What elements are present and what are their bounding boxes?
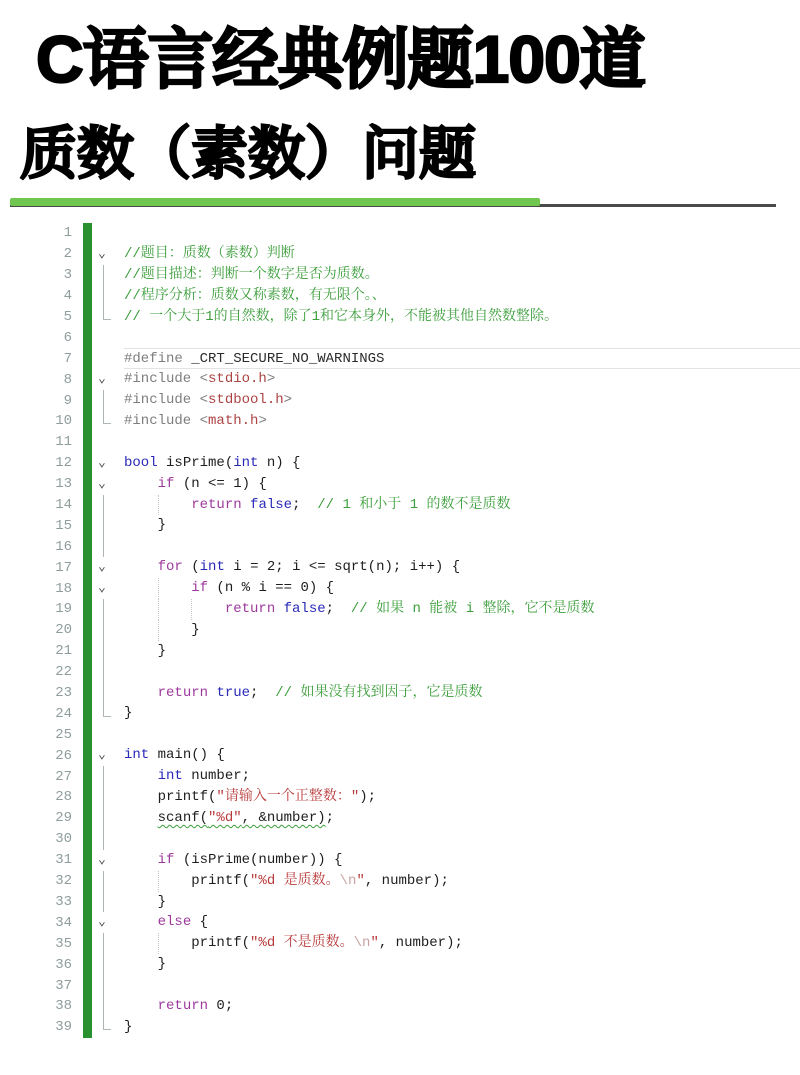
change-tracking-bar (83, 641, 92, 662)
indent-guide (191, 599, 192, 620)
change-tracking-bar (83, 724, 92, 745)
line-number: 36 (55, 956, 72, 973)
outline-guide (92, 432, 124, 453)
line-number: 4 (63, 288, 72, 305)
line-number: 28 (55, 789, 72, 806)
code-line (0, 892, 800, 913)
outline-guide (92, 766, 124, 787)
line-number: 11 (55, 434, 72, 451)
code-token: false (250, 496, 293, 513)
change-tracking-bar (83, 223, 92, 244)
outline-guide (92, 871, 124, 892)
outline-guide (92, 703, 124, 724)
code-text[interactable] (124, 453, 800, 474)
code-token: ; (292, 496, 318, 513)
code-token: #include < (124, 392, 209, 409)
code-text[interactable] (124, 515, 800, 536)
code-token (124, 768, 158, 784)
code-token: } (124, 705, 133, 722)
code-text[interactable] (124, 912, 800, 933)
outline-guide (92, 892, 124, 913)
code-token: return (191, 496, 242, 513)
change-tracking-bar (83, 265, 92, 286)
fold-chevron-icon[interactable]: ⌄ (98, 475, 106, 491)
line-number: 3 (63, 267, 72, 284)
change-tracking-bar (83, 683, 92, 704)
fold-chevron-icon[interactable]: ⌄ (98, 580, 106, 596)
code-token (124, 601, 225, 617)
code-line (0, 307, 800, 328)
fold-chevron-icon[interactable]: ⌄ (98, 914, 106, 930)
line-number: 25 (55, 726, 72, 743)
code-token: int (199, 559, 225, 576)
line-number: 14 (55, 497, 72, 514)
code-text[interactable] (124, 662, 800, 683)
outline-guide (92, 1017, 124, 1038)
line-number: 34 (55, 914, 72, 931)
code-token: if (157, 475, 175, 492)
code-line (0, 369, 800, 390)
code-line (0, 703, 800, 724)
outline-guide (92, 975, 124, 996)
code-token: "%d 不是质数。 (250, 935, 354, 952)
line-number: 16 (55, 538, 72, 555)
code-token: number; (182, 768, 251, 785)
change-tracking-bar (83, 745, 92, 766)
code-text[interactable] (124, 578, 800, 599)
code-line (0, 348, 800, 369)
code-text[interactable] (124, 495, 800, 516)
code-line (0, 411, 800, 432)
code-token (124, 998, 158, 1014)
outline-guide (92, 495, 124, 516)
code-token: i = 2; i <= sqrt(n); i++) { (224, 559, 461, 576)
indent-guide (158, 620, 159, 641)
code-text[interactable] (124, 850, 800, 871)
code-text[interactable] (124, 954, 800, 975)
code-text[interactable] (124, 223, 800, 244)
outline-guide (92, 390, 124, 411)
line-number: 32 (55, 873, 72, 890)
change-tracking-bar (83, 307, 92, 328)
code-token: bool (124, 454, 158, 471)
code-token: (isPrime(number)) { (174, 851, 343, 868)
change-tracking-bar (83, 766, 92, 787)
change-tracking-bar (83, 474, 92, 495)
code-token: for (157, 559, 183, 576)
code-token: // 如果 n 能被 i 整除，它不是质数 (350, 601, 595, 618)
line-number: 27 (55, 768, 72, 785)
line-number: 1 (63, 225, 72, 242)
code-token: } (124, 642, 167, 659)
line-number: 38 (55, 998, 72, 1015)
code-line (0, 850, 800, 871)
code-line (0, 223, 800, 244)
change-tracking-bar (83, 557, 92, 578)
change-tracking-bar (83, 787, 92, 808)
code-token: else (157, 914, 192, 931)
line-number: 2 (63, 246, 72, 263)
code-line (0, 599, 800, 620)
code-token: } (124, 1018, 133, 1035)
line-number: 10 (55, 413, 72, 430)
code-line (0, 390, 800, 411)
change-tracking-bar (83, 933, 92, 954)
code-token: int (157, 768, 183, 785)
code-line (0, 432, 800, 453)
code-line (0, 557, 800, 578)
code-token: printf( (124, 935, 251, 952)
code-line (0, 495, 800, 516)
code-token: #define (124, 351, 192, 368)
change-tracking-bar (83, 912, 92, 933)
code-text[interactable] (124, 724, 800, 745)
outline-guide (92, 286, 124, 307)
code-line (0, 787, 800, 808)
change-tracking-bar (83, 1017, 92, 1038)
change-tracking-bar (83, 578, 92, 599)
line-number: 21 (55, 643, 72, 660)
code-text[interactable] (124, 933, 800, 954)
change-tracking-bar (83, 662, 92, 683)
change-tracking-bar (83, 871, 92, 892)
change-tracking-bar (83, 390, 92, 411)
code-line (0, 662, 800, 683)
code-line (0, 515, 800, 536)
code-text[interactable] (124, 766, 800, 787)
code-token (242, 497, 250, 513)
code-token: ; (325, 809, 335, 826)
change-tracking-bar (83, 286, 92, 307)
change-tracking-bar (83, 703, 92, 724)
code-text[interactable] (124, 265, 800, 286)
line-number: 26 (55, 747, 72, 764)
code-token: return (157, 997, 209, 1014)
code-token: stdbool.h (208, 392, 284, 409)
outline-guide (92, 515, 124, 536)
line-number: 9 (63, 392, 72, 409)
line-number: 19 (55, 601, 72, 618)
code-token (124, 852, 158, 868)
code-text[interactable] (124, 348, 800, 369)
code-text[interactable] (124, 787, 800, 808)
indent-guide (158, 599, 159, 620)
code-token: int (124, 747, 150, 764)
code-line (0, 724, 800, 745)
code-line (0, 1017, 800, 1038)
code-token: ); (359, 789, 377, 806)
code-line (0, 474, 800, 495)
code-token: " (370, 935, 379, 952)
code-text[interactable] (124, 390, 800, 411)
code-token: (n % i == 0) { (208, 580, 335, 597)
code-token: > (258, 413, 267, 430)
code-token: } (124, 517, 167, 534)
subtitle-underline (10, 197, 800, 213)
outline-guide (92, 996, 124, 1017)
code-line (0, 996, 800, 1017)
line-number: 17 (55, 559, 72, 576)
fold-chevron-icon[interactable]: ⌄ (98, 245, 106, 261)
code-line (0, 578, 800, 599)
change-tracking-bar (83, 536, 92, 557)
code-token: " (356, 872, 365, 889)
outline-guide (92, 265, 124, 286)
page-subtitle: 质数（素数）问题 (20, 122, 476, 186)
change-tracking-bar (83, 829, 92, 850)
code-token: "%d" (208, 809, 242, 826)
line-number: 37 (55, 977, 72, 994)
code-token: #include < (124, 413, 209, 430)
subtitle-underline-green (10, 198, 540, 206)
change-tracking-bar (83, 808, 92, 829)
code-token: \n (353, 935, 371, 952)
code-token: //题目描述：判断一个数字是否为质数。 (124, 266, 379, 283)
code-line (0, 954, 800, 975)
line-number: 12 (55, 455, 72, 472)
code-token: 0; (208, 997, 234, 1014)
code-token: _CRT_SECURE_NO_WARNINGS (191, 351, 385, 368)
code-token: } (124, 956, 167, 973)
change-tracking-bar (83, 327, 92, 348)
code-text[interactable] (124, 327, 800, 348)
outline-guide (92, 223, 124, 244)
code-token: { (191, 914, 209, 931)
code-text[interactable] (124, 975, 800, 996)
code-line (0, 808, 800, 829)
code-token: } (124, 621, 200, 638)
code-token: } (124, 893, 167, 910)
code-line (0, 745, 800, 766)
code-line (0, 536, 800, 557)
fold-chevron-icon[interactable]: ⌄ (98, 559, 106, 575)
change-tracking-bar (83, 244, 92, 265)
code-token: // 如果没有找到因子，它是质数 (275, 684, 483, 701)
code-text[interactable] (124, 557, 800, 578)
outline-guide (92, 829, 124, 850)
code-text[interactable] (124, 536, 800, 557)
code-token: isPrime( (157, 454, 234, 471)
code-token (275, 601, 283, 617)
line-number: 20 (55, 622, 72, 639)
outline-guide (92, 787, 124, 808)
code-token: if (157, 851, 175, 868)
line-number: 29 (55, 810, 72, 827)
code-line (0, 453, 800, 474)
code-editor[interactable] (0, 223, 800, 1038)
change-tracking-bar (83, 432, 92, 453)
code-line (0, 265, 800, 286)
code-line (0, 871, 800, 892)
outline-guide (92, 307, 124, 328)
code-token: printf( (124, 872, 251, 889)
indent-guide (158, 495, 159, 516)
code-token: math.h (208, 413, 259, 430)
code-line (0, 327, 800, 348)
line-number: 6 (63, 329, 72, 346)
code-text[interactable] (124, 829, 800, 850)
code-token (124, 559, 158, 575)
code-token: n) { (258, 454, 301, 471)
change-tracking-bar (83, 599, 92, 620)
code-text[interactable] (124, 474, 800, 495)
line-number: 18 (55, 580, 72, 597)
change-tracking-bar (83, 620, 92, 641)
code-text[interactable] (124, 1017, 800, 1038)
code-text[interactable] (124, 892, 800, 913)
line-number: 5 (63, 309, 72, 325)
line-number: 24 (55, 705, 72, 722)
change-tracking-bar (83, 975, 92, 996)
code-token: ( (182, 559, 200, 576)
code-text[interactable] (124, 244, 800, 265)
outline-guide (92, 954, 124, 975)
line-number: 15 (55, 517, 72, 534)
line-number: 33 (55, 893, 72, 910)
indent-guide (158, 871, 159, 892)
code-token: stdio.h (208, 371, 267, 388)
code-token: ; (325, 601, 351, 618)
code-token (124, 476, 158, 492)
code-token: printf( (124, 789, 217, 806)
code-text[interactable] (124, 683, 800, 704)
code-token: return (224, 601, 276, 618)
line-number: 30 (55, 831, 72, 848)
code-text[interactable] (124, 871, 800, 892)
code-token: #include < (124, 371, 209, 388)
code-token: main() { (149, 747, 225, 764)
code-text[interactable] (124, 432, 800, 453)
code-token: , number); (378, 935, 463, 952)
change-tracking-bar (83, 996, 92, 1017)
code-line (0, 620, 800, 641)
change-tracking-bar (83, 411, 92, 432)
outline-guide (92, 641, 124, 662)
code-text[interactable] (124, 369, 800, 390)
line-number: 35 (55, 935, 72, 952)
indent-guide (158, 933, 159, 954)
outline-guide (92, 348, 124, 369)
outline-guide (92, 724, 124, 745)
code-token: (n <= 1) { (174, 475, 267, 492)
code-token: > (266, 371, 276, 388)
change-tracking-bar (83, 892, 92, 913)
line-number: 13 (55, 476, 72, 493)
code-token (124, 810, 158, 826)
page-title: C语言经典例题100道 (36, 22, 645, 96)
outline-guide (92, 808, 124, 829)
code-token: return (157, 684, 209, 701)
change-tracking-bar (83, 453, 92, 474)
code-token: true (216, 684, 251, 701)
line-number: 8 (63, 371, 72, 388)
code-line (0, 933, 800, 954)
code-token: if (191, 580, 209, 597)
outline-guide (92, 411, 124, 432)
outline-guide (92, 662, 124, 683)
indent-guide (158, 578, 159, 599)
outline-guide (92, 327, 124, 348)
code-token: //程序分析：质数又称素数，有无限个。、 (124, 287, 386, 304)
code-token: ; (250, 684, 276, 701)
code-token: false (283, 601, 326, 618)
code-token: scanf( (157, 809, 209, 826)
change-tracking-bar (83, 954, 92, 975)
change-tracking-bar (83, 850, 92, 871)
code-text[interactable] (124, 703, 800, 724)
change-tracking-bar (83, 348, 92, 369)
code-token: //题目：质数（素数）判断 (124, 245, 295, 262)
code-token: , number); (364, 872, 449, 889)
line-number: 23 (55, 685, 72, 702)
code-token: \n (339, 872, 357, 889)
code-line (0, 912, 800, 933)
change-tracking-bar (83, 495, 92, 516)
outline-guide (92, 536, 124, 557)
fold-chevron-icon[interactable]: ⌄ (98, 851, 106, 867)
line-number: 7 (63, 350, 72, 367)
code-line (0, 244, 800, 265)
code-text[interactable] (124, 745, 800, 766)
code-text[interactable] (124, 641, 800, 662)
code-line (0, 286, 800, 307)
outline-guide (92, 599, 124, 620)
change-tracking-bar (83, 515, 92, 536)
code-token: // 1 和小于 1 的数不是质数 (317, 496, 511, 513)
code-token (124, 685, 158, 701)
code-token: "请输入一个正整数：" (216, 789, 360, 806)
code-token: > (283, 392, 293, 409)
fold-chevron-icon[interactable]: ⌄ (98, 454, 106, 470)
code-line (0, 829, 800, 850)
code-line (0, 641, 800, 662)
line-number: 31 (55, 852, 72, 869)
outline-guide (92, 683, 124, 704)
code-text[interactable] (124, 286, 800, 307)
code-text[interactable] (124, 599, 800, 620)
code-token (124, 914, 158, 930)
code-text[interactable] (124, 307, 800, 328)
outline-guide (92, 933, 124, 954)
code-text[interactable] (124, 620, 800, 641)
code-line (0, 975, 800, 996)
change-tracking-bar (83, 369, 92, 390)
code-token: int (233, 454, 259, 471)
code-text[interactable] (124, 808, 800, 829)
fold-chevron-icon[interactable]: ⌄ (98, 371, 106, 387)
code-token: "%d 是质数。 (250, 872, 340, 889)
code-line (0, 683, 800, 704)
code-line (0, 766, 800, 787)
code-text[interactable] (124, 411, 800, 432)
code-token: , &number) (241, 809, 326, 826)
outline-guide (92, 620, 124, 641)
code-token: // 一个大于1的自然数，除了1和它本身外，不能被其他自然数整除。 (124, 308, 559, 325)
line-number: 22 (55, 664, 72, 681)
line-number: 39 (55, 1019, 72, 1036)
fold-chevron-icon[interactable]: ⌄ (98, 747, 106, 763)
code-text[interactable] (124, 996, 800, 1017)
